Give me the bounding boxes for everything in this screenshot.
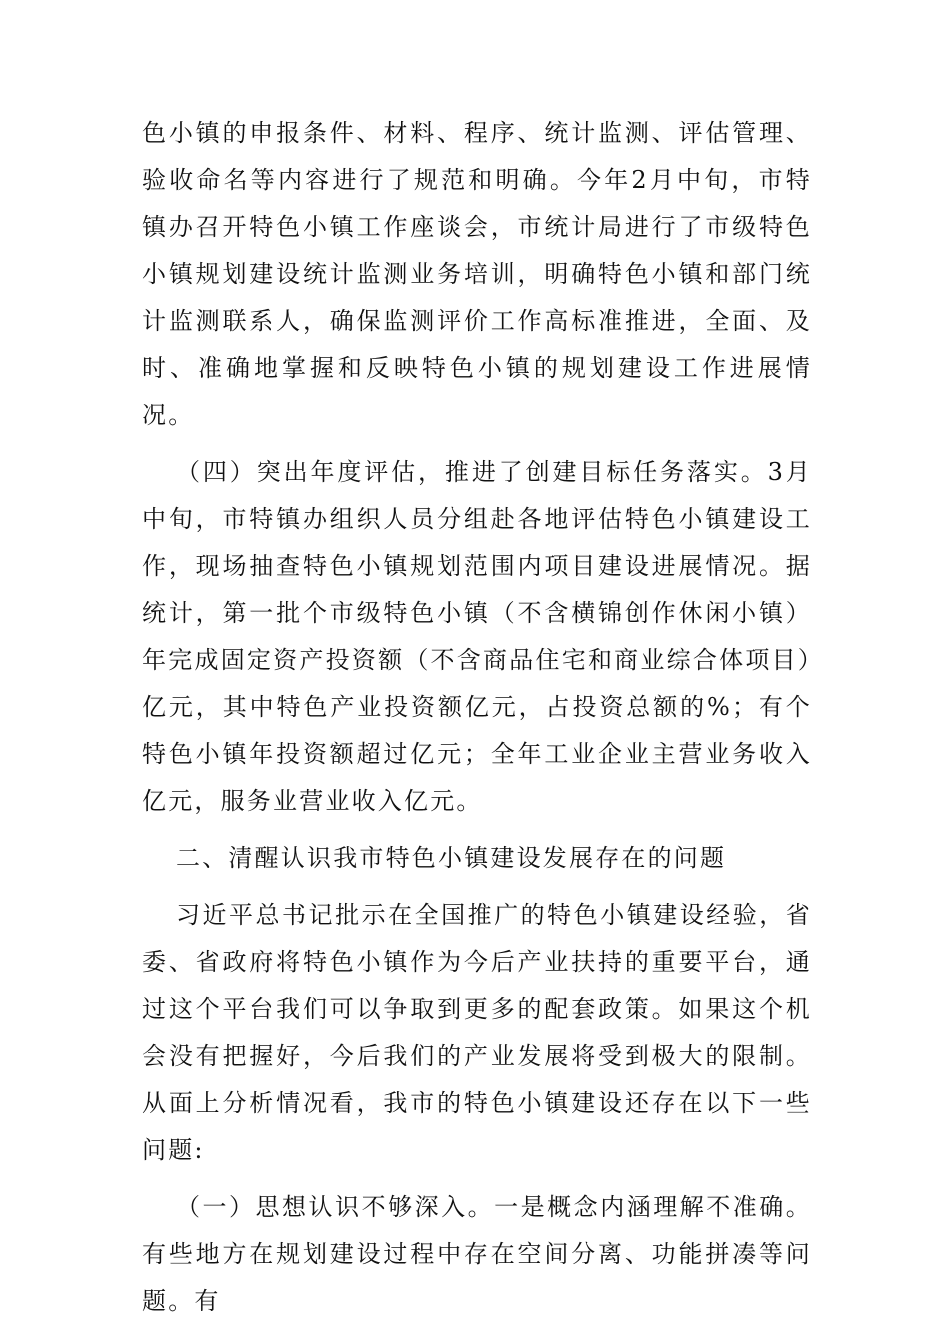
section-heading-problems: 二、清醒认识我市特色小镇建设发展存在的问题: [176, 844, 727, 872]
paragraph-thinking-awareness: （一）思想认识不够深入。一是概念内涵理解不准确。有些地方在规划建设过程中存在空间分离、功能拼凑等问题。有: [142, 1193, 812, 1315]
document-body: [142, 110, 812, 1335]
paragraph-annual-evaluation: （四）突出年度评估，推进了创建目标任务落实。3月中旬，市特镇办组织人员分组赴各地评估特色小镇建设工作，现场抽查特色小镇规划范围内项目建设进展情况。据统计，第一批个市级特色小镇（不含横锦创作休闲小镇）年完成固定资产投资额（不含商品住宅和商业综合体项目）亿元，其中特色产业投资额亿元，占投资总额的%；有个特色小镇年投资额超过亿元；全年工业企业主营业务收入亿元，服务业营业收入亿元。: [142, 458, 812, 815]
paragraph-background: 习近平总书记批示在全国推广的特色小镇建设经验，省委、省政府将特色小镇作为今后产业扶持的重要平台，通过这个平台我们可以争取到更多的配套政策。如果这个机会没有把握好，今后我们的产业发展将受到极大的限制。从面上分析情况看，我市的特色小镇建设还存在以下一些问题:: [142, 901, 812, 1164]
paragraph-continuation: 色小镇的申报条件、材料、程序、统计监测、评估管理、验收命名等内容进行了规范和明确。今年2月中旬，市特镇办召开特色小镇工作座谈会，市统计局进行了市级特色小镇规划建设统计监测业务培训，明确特色小镇和部门统计监测联系人，确保监测评价工作高标准推进，全面、及时、准确地掌握和反映特色小镇的规划建设工作进展情况。: [142, 119, 812, 429]
